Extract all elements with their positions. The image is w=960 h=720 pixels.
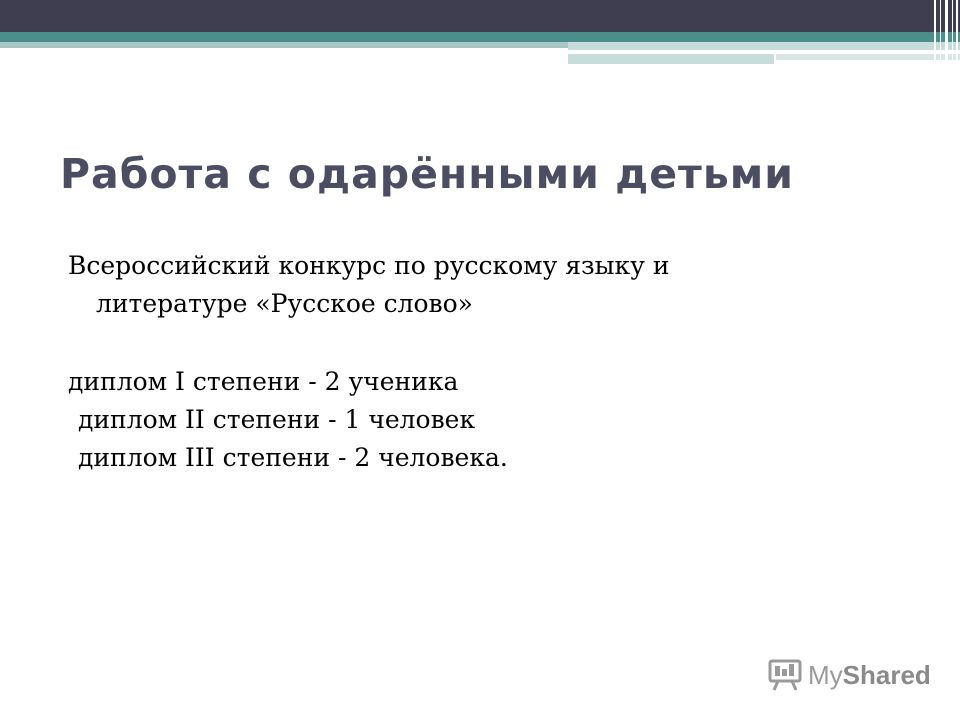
header-vertical-stripes	[930, 0, 960, 64]
presentation-board-icon	[768, 658, 802, 692]
header-bar-light	[568, 42, 960, 50]
header-bar-light	[0, 42, 568, 48]
header-bar-light	[568, 54, 774, 64]
slide-body	[68, 247, 908, 477]
header-divider-line	[568, 50, 888, 52]
diploma-line: диплом I степени - 2 ученика	[68, 367, 459, 396]
diploma-line: диплом III степени - 2 человека.	[78, 443, 508, 472]
header-bar-dark	[0, 0, 960, 32]
myshared-watermark	[768, 655, 931, 695]
contest-line: литературе «Русское слово»	[96, 289, 473, 318]
watermark-text: MyShared	[808, 659, 931, 690]
header-bar-teal	[0, 32, 960, 42]
contest-line: Всероссийский конкурс по русскому языку и	[68, 251, 670, 280]
diploma-line: диплом II степени - 1 человек	[78, 405, 476, 434]
slide-title: Работа с одарёнными детьми	[60, 150, 794, 198]
